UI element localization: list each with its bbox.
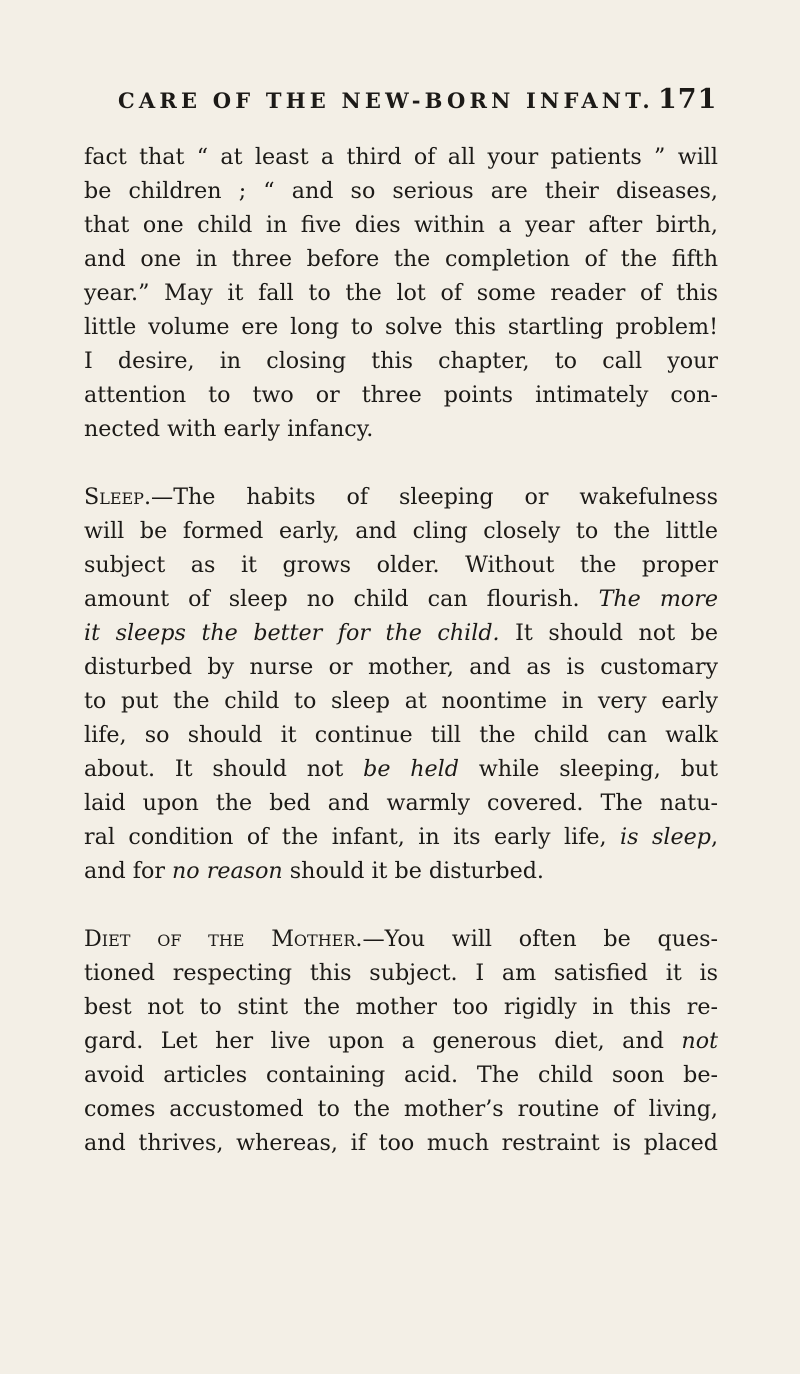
text-line: attention to two or three points intimately con- bbox=[84, 382, 718, 408]
text-line: fact that “ at least a third of all your patients ” will bbox=[84, 144, 718, 170]
text-line: be children ; “ and so serious are their diseases, bbox=[84, 178, 718, 204]
section-heading-sleep: Sleep. bbox=[84, 484, 152, 510]
text-line: it sleeps the better for the child. It should not be bbox=[84, 620, 718, 646]
text-line: Diet of the Mother.—You will often be ques- bbox=[84, 926, 718, 952]
text-line: to put the child to sleep at noontime in very early bbox=[84, 688, 718, 714]
text-line: I desire, in closing this chapter, to call your bbox=[84, 348, 718, 374]
text-line: and for no reason should it be disturbed. bbox=[84, 858, 544, 884]
text-line: laid upon the bed and warmly covered. The natu- bbox=[84, 790, 718, 816]
running-head: CARE OF THE NEW-BORN INFANT. bbox=[118, 88, 654, 113]
text-line: will be formed early, and cling closely to the little bbox=[84, 518, 718, 544]
text-line: that one child in five dies within a year after birth, bbox=[84, 212, 718, 238]
text-line: life, so should it continue till the child can walk bbox=[84, 722, 718, 748]
text-line: best not to stint the mother too rigidly in this re- bbox=[84, 994, 718, 1020]
body-text bbox=[84, 140, 718, 1160]
text-line: and one in three before the completion of the fifth bbox=[84, 246, 718, 272]
text-line: little volume ere long to solve this startling problem! bbox=[84, 314, 718, 340]
text-line: gard. Let her live upon a generous diet, and not bbox=[84, 1028, 718, 1054]
text-line: nected with early infancy. bbox=[84, 416, 374, 442]
text-line: subject as it grows older. Without the proper bbox=[84, 552, 718, 578]
text-line: about. It should not be held while sleeping, but bbox=[84, 756, 718, 782]
text-line: avoid articles containing acid. The child soon be- bbox=[84, 1062, 718, 1088]
text-line: year.” May it fall to the lot of some reader of this bbox=[84, 280, 718, 306]
text-line: tioned respecting this subject. I am satisfied it is bbox=[84, 960, 718, 986]
paragraph-gap bbox=[84, 888, 718, 922]
text-line: disturbed by nurse or mother, and as is customary bbox=[84, 654, 718, 680]
text-line: and thrives, whereas, if too much restraint is placed bbox=[84, 1130, 718, 1156]
text-line: comes accustomed to the mother’s routine of living, bbox=[84, 1096, 718, 1122]
text-line: ral condition of the infant, in its early life, is sleep, bbox=[84, 824, 718, 850]
text-line: amount of sleep no child can flourish. The more bbox=[84, 586, 718, 612]
section-heading-diet: Diet of the Mother. bbox=[84, 926, 363, 952]
page-number: 171 bbox=[658, 84, 718, 115]
paragraph-gap bbox=[84, 446, 718, 480]
text-line: Sleep.—The habits of sleeping or wakefulness bbox=[84, 484, 718, 510]
